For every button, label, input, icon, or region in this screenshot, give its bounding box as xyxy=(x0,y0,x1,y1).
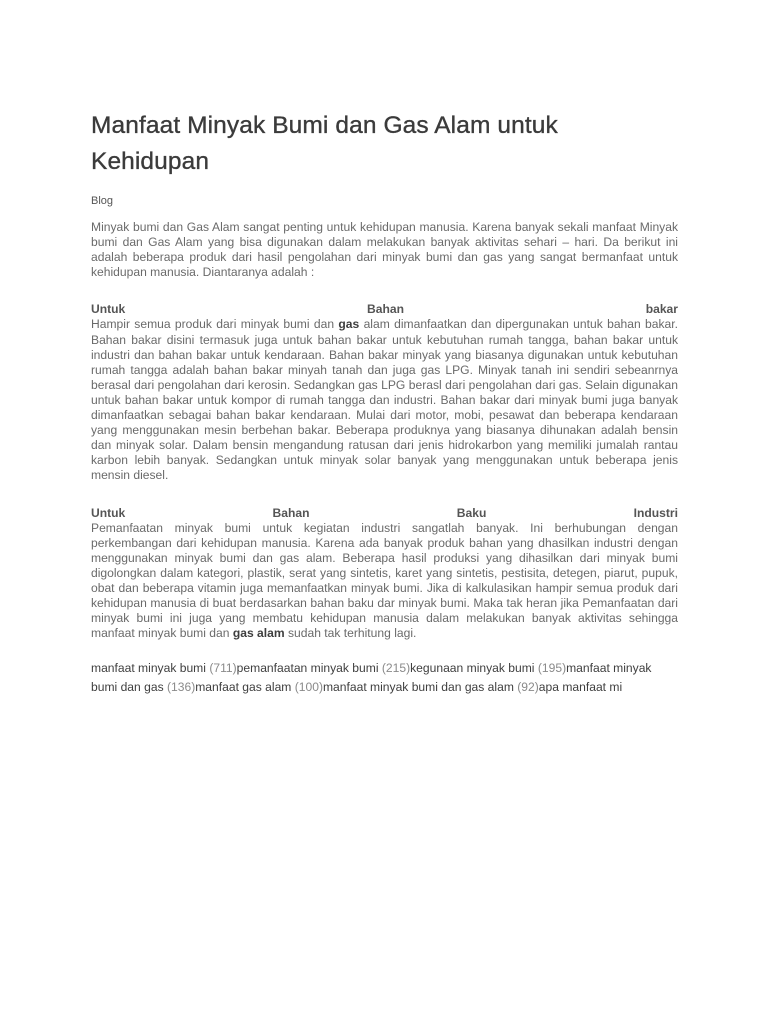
section-body xyxy=(91,317,678,483)
search-tags xyxy=(91,659,678,696)
tag-link[interactable]: kegunaan minyak bumi xyxy=(410,661,535,676)
tag-count: (195) xyxy=(537,661,567,676)
article-title: Manfaat Minyak Bumi dan Gas Alam untuk Kehidupan xyxy=(91,112,558,175)
section-bahan-baku-industri xyxy=(91,506,678,642)
tag-link[interactable]: manfaat gas alam xyxy=(195,679,292,694)
article xyxy=(91,108,678,696)
tag-count: (215) xyxy=(381,661,411,676)
body-text: sudah tak terhitung lagi. xyxy=(284,626,417,641)
tag-count: (711) xyxy=(209,661,237,676)
section-heading xyxy=(91,302,678,317)
tag-link[interactable]: manfaat minyak bumi xyxy=(91,661,206,676)
tag-link[interactable]: apa manfaat mi xyxy=(538,679,623,694)
tag-link[interactable]: manfaat minyak bumi dan gas xyxy=(91,661,652,694)
body-text: alam dimanfaatkan dan dipergunakan untuk bahan bakar. Bahan bakar disini termasuk juga untuk bahan bakar untuk kebutuhan rumah tangga, bahan bakar untuk industri dan bahan bakar untuk kendaraan. Bahan bakar minyak yang biasanya digunakan untuk kebutuhan rumah tangga adalah bahan bakar minyah tanah dan juga gas LPG. Minyak tanah ini sendiri sebeanrnya berasal dari pengolahan dari kerosin. Sedangkan gas LPG berasl dari pengolahan dari gas. Selain digunakan untuk bahan bakar untuk kompor di rumah tangga dan industri. Bahan bakar dari minyak bumi juga banyak dimanfaatkan sebagai bahan bakar kendaraan. Mulai dari motor, mobi, pesawat dan beberapa kendaraan yang menggunakan mesin berbehan bakar. Beberapa produknya yang biasanya dihunakan adalah bensin dan minyak solar. Dalam bensin mengandung ratusan dari jenis hidrokarbon yang memiliki jumalah rantau karbon lebih banyak. Sedangkan untuk minyak solar banyak yang menggunakan untuk beberapa jenis mensin diesel. xyxy=(91,317,678,483)
section-bahan-bakar xyxy=(91,302,678,483)
article-category: Blog xyxy=(91,195,114,207)
heading-word: Bahan xyxy=(272,505,310,520)
heading-word: Baku xyxy=(456,505,487,520)
intro-paragraph: Minyak bumi dan Gas Alam sangat penting untuk kehidupan manusia. Karena banyak sekali manfaat Minyak bumi dan Gas Alam yang bisa digunakan dalam melakukan banyak aktivitas sehari – hari. Da berikut ini adalah beberapa produk dari hasil pengolahan dari minyak bumi dan gas yang sangat bermanfaat untuk kehidupan manusia. Diantaranya adalah : xyxy=(91,220,678,280)
body-text: Pemanfaatan minyak bumi untuk kegiatan industri sangatlah banyak. Ini berhubungan dengan perkembangan dari kehidupan manusia. Karena ada banyak produk bahan yang dhasilkan industri dengan menggunakan minyak bumi dan gas alam. Beberapa hasil produksi yang dihasilkan dari minyak bumi digolongkan dalam kategori, plastik, serat yang sintetis, karet yang sintetis, pestisita, detegen, piarut, pupuk, obat dan beberapa vitamin juga memanfaatkan minyak bumi. Jika di kalkulasikan hampir semua produk dari kehidupan manusia di buat berdasarkan bahan baku dar minyak bumi. Maka tak heran jika Pemanfaatan dari minyak bumi ini juga yang membatu kehidupan manusia dalam melakukan banyak aktivitas sehingga manfaat minyak bumi dan xyxy=(91,520,678,641)
keyword-gas-alam: gas alam xyxy=(232,626,285,641)
heading-word: Untuk xyxy=(91,505,126,520)
tag-count: (136) xyxy=(167,679,196,694)
section-body xyxy=(91,521,678,642)
tag-count: (92) xyxy=(517,679,539,694)
tag-count: (100) xyxy=(294,679,323,694)
section-heading xyxy=(91,506,678,521)
heading-word: bakar xyxy=(645,302,678,317)
body-text: Hampir semua produk dari minyak bumi dan xyxy=(91,317,339,332)
keyword-gas: gas xyxy=(338,317,360,332)
tag-link[interactable]: manfaat minyak bumi dan gas alam xyxy=(322,679,514,694)
heading-word: Industri xyxy=(633,505,678,520)
heading-word: Bahan xyxy=(367,302,404,317)
tag-link[interactable]: pemanfaatan minyak bumi xyxy=(236,661,379,676)
heading-word: Untuk xyxy=(91,302,126,317)
